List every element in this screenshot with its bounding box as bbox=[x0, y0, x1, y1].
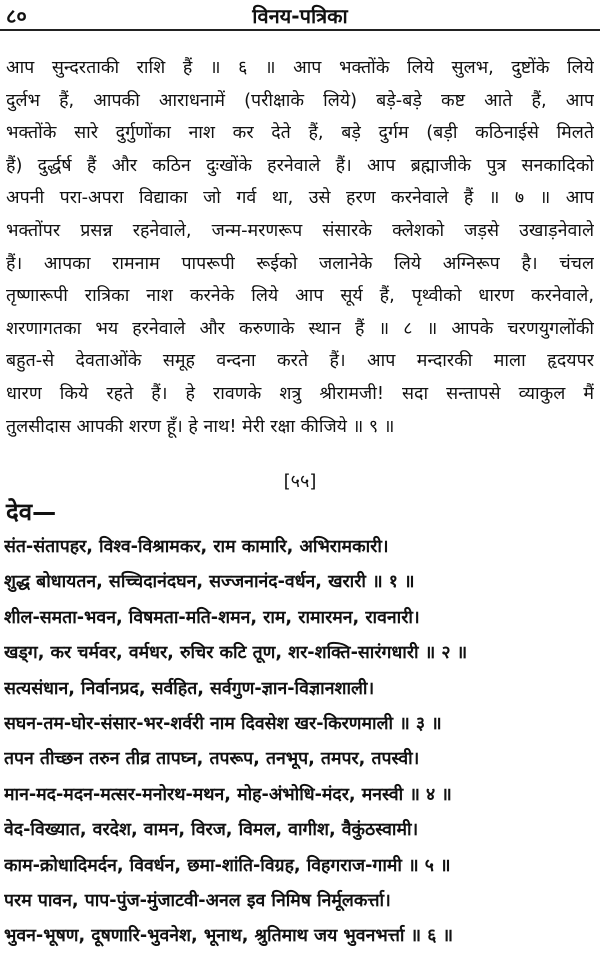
header-rule bbox=[0, 29, 600, 31]
section-number: [५५] bbox=[283, 471, 317, 492]
verse-line: तपन तीच्छन तरुन तीव्र तापघ्न, तपरूप, तनभूप, तमपर, तपस्वी। bbox=[4, 749, 420, 770]
prose-line: धारण किये रहते हैं। हे रावणके शत्रु श्रीरामजी! सदा सन्तापसे व्याकुल मैं bbox=[6, 382, 594, 404]
verse-line: सघन-तम-घोर-संसार-भर-शर्वरी नाम दिवसेश खर-किरणमाली ॥ ३ ॥ bbox=[4, 713, 442, 734]
prose-line: बहुत-से देवताओंके समूह वन्दना करते हैं। आप मन्दारकी माला हृदयपर bbox=[6, 350, 594, 372]
verse-line: खड्ग, कर चर्मवर, वर्मधर, रुचिर कटि तूण, शर-शक्ति-सारंगधारी ॥ २ ॥ bbox=[4, 643, 468, 664]
verse-line: परम पावन, पाप-पुंज-मुंजाटवी-अनल इव निमिष निर्मूलकर्त्ता। bbox=[4, 890, 391, 911]
prose-line: तुलसीदास आपकी शरण हूँ। हे नाथ! मेरी रक्षा कीजिये ॥ ९ ॥ bbox=[6, 415, 395, 437]
prose-line: तृष्णारूपी रात्रिका नाश करनेके लिये आप सूर्य हैं, पृथ्वीको धारण करनेवाले, bbox=[6, 285, 594, 307]
page-header bbox=[0, 0, 600, 30]
prose-line: दुर्लभ हैं, आपकी आराधनामें (परीक्षाके लिये) बड़े-बड़े कष्ट आते हैं, आप bbox=[6, 89, 594, 111]
prose-line: हैं। आपका रामनाम पापरूपी रूईको जलानेके लिये अग्निरूप है। चंचल bbox=[6, 252, 594, 274]
prose-line: भक्तोंके सारे दुर्गुणोंका नाश कर देते हैं, बड़े दुर्गम (बड़ी कठिनाईसे मिलते bbox=[6, 122, 594, 144]
verse-line: सत्यसंधान, निर्वानप्रद, सर्वहित, सर्वगुण-ज्ञान-विज्ञानशाली। bbox=[4, 678, 375, 699]
prose-line: भक्तोंपर प्रसन्न रहनेवाले, जन्म-मरणरूप संसारके क्लेशको जड़से उखाड़नेवाले bbox=[6, 219, 594, 241]
verse-line: वेद-विख्यात, वरदेश, वामन, विरज, विमल, वागीश, वैकुंठस्वामी। bbox=[4, 820, 419, 841]
verse-line: शुद्ध बोधायतन, सच्चिदानंदघन, सज्जनानंद-वर्धन, खरारी ॥ १ ॥ bbox=[4, 572, 415, 593]
running-title: विनय-पत्रिका bbox=[252, 4, 348, 28]
verse-line: शील-समता-भवन, विषमता-मति-शमन, राम, रामारमन, रावनारी। bbox=[4, 607, 420, 628]
prose-line: अपनी परा-अपरा विद्याका जो गर्व था, उसे हरण करनेवाले हैं ॥ ७ ॥ आप bbox=[6, 187, 594, 209]
page-number: ८० bbox=[6, 4, 27, 28]
hymn-title: देव— bbox=[6, 498, 57, 526]
prose-line: आप सुन्दरताकी राशि हैं ॥ ६ ॥ आप भक्तोंके लिये सुलभ, दुष्टोंके लिये bbox=[6, 57, 594, 78]
verse-line: संत-संतापहर, विश्व-विश्रामकर, राम कामारि, अभिरामकारी। bbox=[4, 537, 389, 557]
verse-line: भुवन-भूषण, दूषणारि-भुवनेश, भूनाथ, श्रुतिमाथ जय भुवनभर्त्ता ॥ ६ ॥ bbox=[4, 926, 454, 947]
verse-line: काम-क्रोधादिमर्दन, विवर्धन, छमा-शांति-विग्रह, विहगराज-गामी ॥ ५ ॥ bbox=[4, 855, 451, 876]
commentary-paragraph bbox=[6, 52, 594, 443]
prose-line: हैं) दुर्द्धर्ष हैं और कठिन दुःखोंके हरनेवाले हैं। आप ब्रह्माजीके पुत्र सनकादिको bbox=[6, 154, 594, 176]
prose-line: शरणागतका भय हरनेवाले और करुणाके स्थान हैं ॥ ८ ॥ आपके चरणयुगलोंकी bbox=[6, 317, 594, 339]
verse-line: मान-मद-मदन-मत्सर-मनोरथ-मथन, मोह-अंभोधि-मंदर, मनस्वी ॥ ४ ॥ bbox=[4, 784, 452, 805]
verse-block bbox=[4, 530, 596, 955]
